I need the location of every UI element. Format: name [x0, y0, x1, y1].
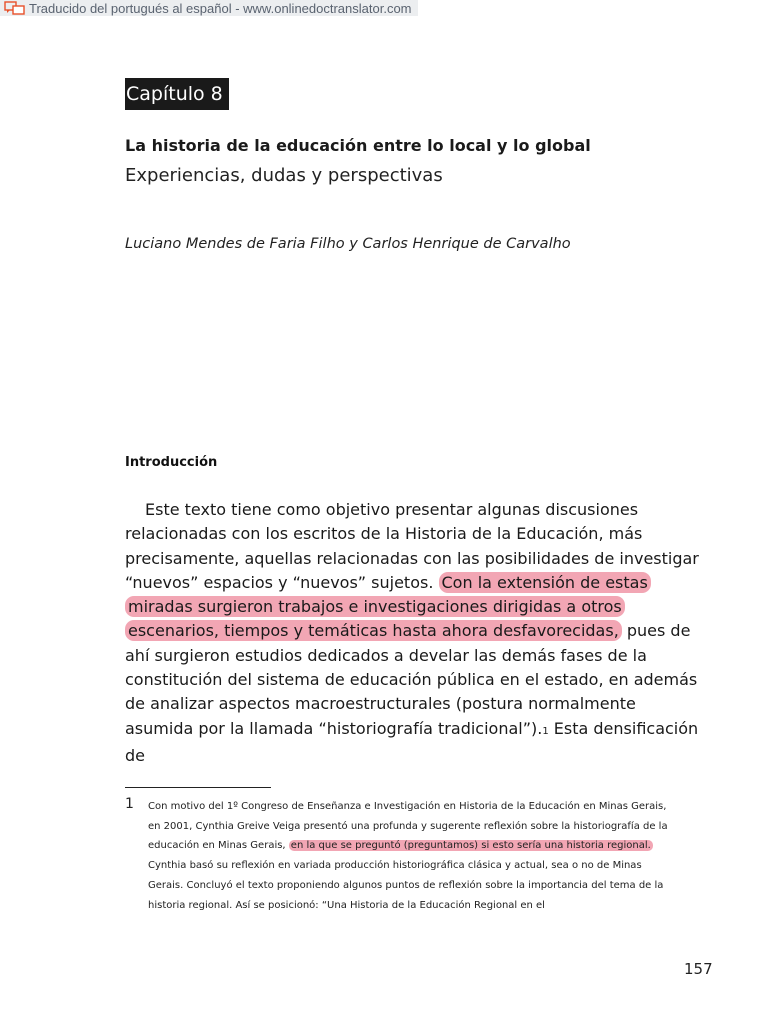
footnote-number: 1	[125, 796, 134, 812]
chapter-title: La historia de la educación entre lo local y lo global	[125, 136, 591, 155]
section-heading: Introducción	[125, 455, 218, 470]
chapter-label: Capítulo 8	[125, 78, 229, 110]
text-run: pues de ahí surgieron estudios dedicados a develar las demás fases de la constitución del sistema de educación pública en el estado, en además de analizar aspectos macroestructurales (postura normalmente asumida por la llamada “historiografía tradicional”).	[125, 621, 698, 738]
text-run: Con motivo del 1º Congreso de Enseñanza e Investigación en Historia de la Educación en Minas Gerais, en 2001, Cynthia Greive Veiga presentó una profunda y sugerente reflexión sobre la historiografía de la educación en Minas Gerais,	[148, 801, 668, 852]
highlighted-text: Con la extensión de estas miradas surgieron trabajos e investigaciones dirigidas a otros escenarios, tiempos y temáticas hasta ahora desfavorecidas,	[125, 572, 651, 642]
text-run: Cynthia basó su reflexión en variada producción historiográfica clásica y actual, sea o no de Minas Gerais. Concluyó el texto proponiendo algunos puntos de reflexión sobre la importancia del tema de la historia regional. Así se posicionó: “Una Historia de la Educación Regional en el	[148, 860, 664, 911]
footnote-reference[interactable]: 1	[542, 725, 549, 737]
paragraph	[125, 498, 705, 768]
highlighted-text: en la que se preguntó (preguntamos) si esto sería una historia regional.	[290, 840, 651, 852]
chapter-subtitle: Experiencias, dudas y perspectivas	[125, 165, 443, 186]
body-text	[125, 498, 705, 768]
page-number: 157	[684, 960, 713, 978]
translate-icon	[4, 1, 26, 15]
text-run: Este texto tiene como objetivo presentar algunas discusiones relacionadas con los escritos de la Historia de la Educación, más precisamente, aquellas relacionadas con las posibilidades de investigar “nuevos” espacios y “nuevos” sujetos.	[125, 500, 699, 592]
translation-banner[interactable]	[0, 0, 418, 16]
footnote-text	[148, 797, 678, 915]
authors: Luciano Mendes de Faria Filho y Carlos Henrique de Carvalho	[125, 236, 571, 252]
text-run: Esta densificación de	[125, 718, 699, 765]
footnote-divider	[125, 787, 271, 788]
banner-text: Traducido del portugués al español - www.onlinedoctranslator.com	[29, 0, 412, 16]
